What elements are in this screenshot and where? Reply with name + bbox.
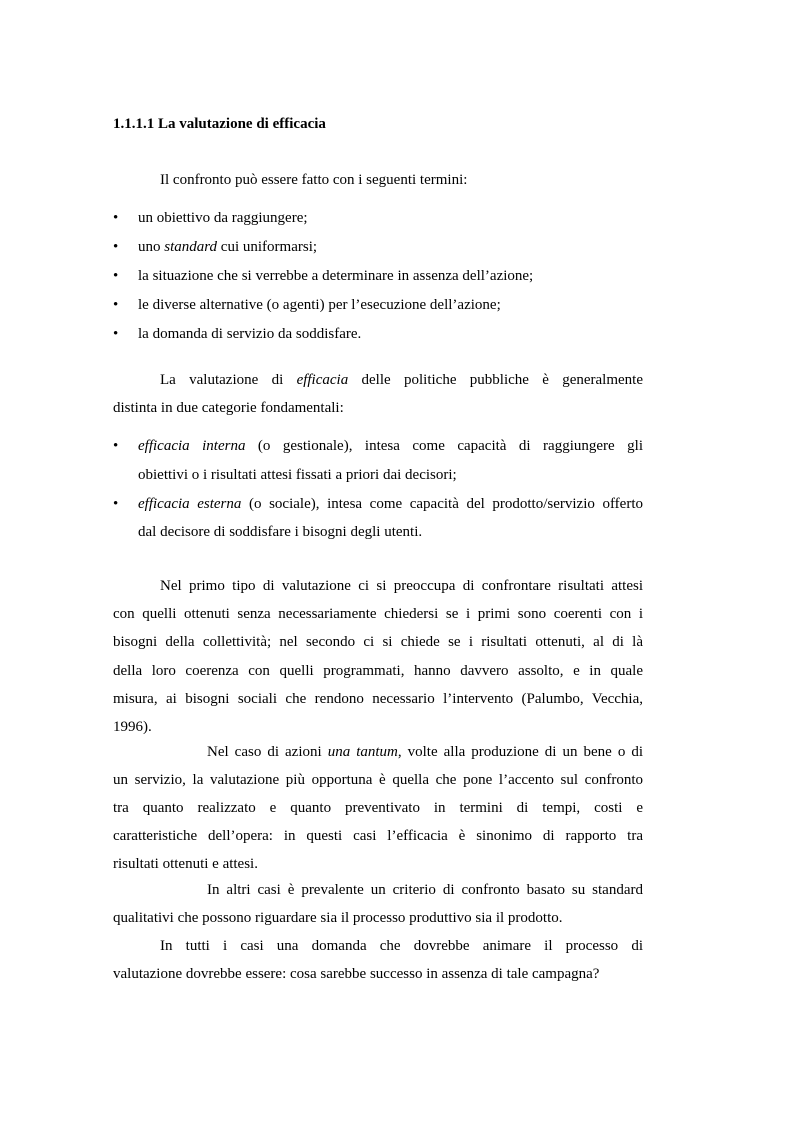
list-item-continuation: obiettivi o i risultati attesi fissati a priori dai decisori; (138, 467, 457, 483)
paragraph-line: valutazione dovrebbe essere: cosa sarebbe successo in assenza di tale campagna? (113, 966, 600, 982)
paragraph-line: un servizio, la valutazione più opportuna è quella che pone l’accento sul confronto (113, 772, 643, 788)
paragraph-line: Nel caso di azioni una tantum, volte alla produzione di un bene o di (207, 744, 643, 760)
list-item: la domanda di servizio da soddisfare. (138, 326, 362, 342)
paragraph-line: con quelli ottenuti senza necessariamente chiedersi se i primi sono coerenti con i (113, 606, 643, 622)
bullet: • (113, 239, 119, 255)
list-item-continuation: dal decisore di soddisfare i bisogni degli utenti. (138, 524, 423, 540)
bullet: • (113, 297, 119, 313)
paragraph-line: bisogni della collettività; nel secondo ci si chiede se i risultati ottenuti, al di là (113, 634, 643, 650)
paragraph-line: La valutazione di efficacia delle politiche pubbliche è generalmente (160, 372, 644, 388)
list-item: efficacia esterna (o sociale), intesa come capacità del prodotto/servizio offerto (138, 496, 643, 512)
paragraph-line: della loro coerenza con quelli programmati, hanno davvero assolto, e in quale (113, 663, 643, 679)
paragraph-line: Nel primo tipo di valutazione ci si preoccupa di confrontare risultati attesi (160, 578, 643, 594)
paragraph-line: qualitativi che possono riguardare sia il processo produttivo sia il prodotto. (113, 910, 563, 926)
paragraph-line: In altri casi è prevalente un criterio di confronto basato su standard (207, 882, 643, 898)
bullet: • (113, 268, 119, 284)
bullet: • (113, 210, 119, 226)
paragraph-line: caratteristiche dell’opera: in questi casi l’efficacia è sinonimo di rapporto tra (113, 828, 643, 844)
list-item: le diverse alternative (o agenti) per l’esecuzione dell’azione; (138, 297, 501, 313)
paragraph-line: distinta in due categorie fondamentali: (113, 400, 344, 416)
paragraph-line: tra quanto realizzato e quanto preventivato in termini di tempi, costi e (113, 800, 643, 816)
list-item: un obiettivo da raggiungere; (138, 210, 308, 226)
list-item: uno standard cui uniformarsi; (138, 239, 318, 255)
list-item: efficacia interna (o gestionale), intesa come capacità di raggiungere gli (138, 438, 643, 454)
intro-paragraph: Il confronto può essere fatto con i seguenti termini: (160, 172, 468, 188)
paragraph-line: 1996). (113, 719, 152, 735)
section-heading: 1.1.1.1 La valutazione di efficacia (113, 116, 326, 132)
bullet: • (113, 496, 119, 512)
bullet: • (113, 326, 119, 342)
list-item: la situazione che si verrebbe a determinare in assenza dell’azione; (138, 268, 534, 284)
bullet: • (113, 438, 119, 454)
paragraph-line: misura, ai bisogni sociali che rendono necessario l’intervento (Palumbo, Vecchia, (113, 691, 643, 707)
paragraph-line: risultati ottenuti e attesi. (113, 856, 258, 872)
paragraph-line: In tutti i casi una domanda che dovrebbe animare il processo di (160, 938, 643, 954)
